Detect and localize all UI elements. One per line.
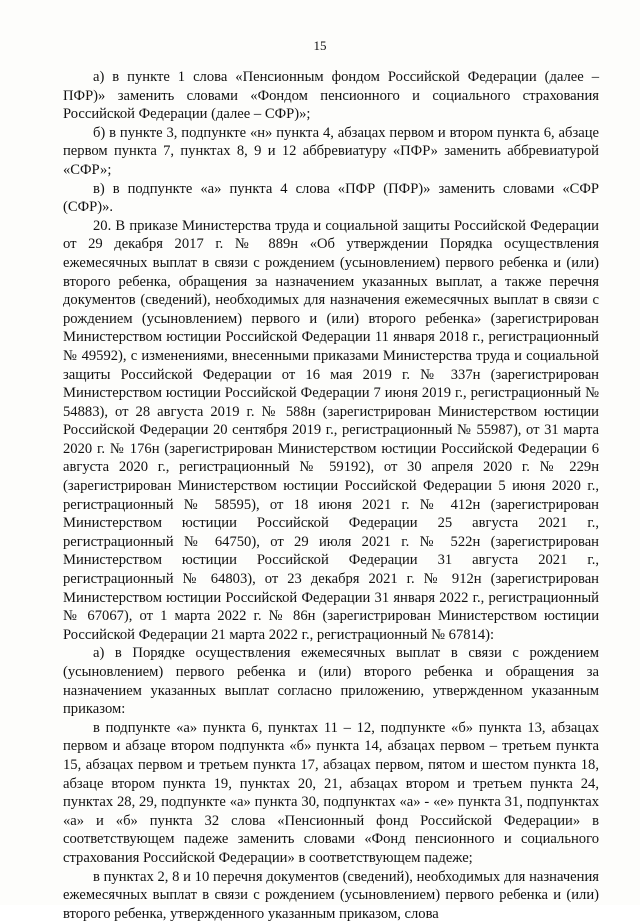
paragraph-subitem-a: а) в Порядке осуществления ежемесячных выплат в связи с рождением (усыновлением) первого ребенка и (или) второго ребенка и обращения за назначением указанных выплат согласно приложению, утвержденном указанным приказом: xyxy=(63,645,599,718)
paragraph-item-a: а) в пункте 1 слова «Пенсионным фондом Российской Федерации (далее – ПФР)» заменить словами «Фондом пенсионного и социального страхования Российской Федерации (далее – СФР)»; xyxy=(63,69,599,123)
paragraph-replacements: в подпункте «а» пункта 6, пунктах 11 – 12, подпункте «б» пункта 13, абзацах первом и абзаце втором подпункта «б» пункта 14, абзацах первом – третьем пункта 15, абзацах первом и третьем пункта 17, абзацах первом, пятом и шестом пункта 18, абзаце втором пункта 19, пунктах 20, 21, абзацах втором и третьем пункта 24, пунктах 28, 29, подпункте «а» пункта 30, подпунктах «а» - «е» пункта 31, подпунктах «а» и «б» пункта 32 слова «Пенсионный фонд Российской Федерации» в соответствующем падеже заменить словами «Фонд пенсионного и социального страхования Российской Федерации» в соответствующем падеже; xyxy=(63,719,599,866)
paragraph-section-20: 20. В приказе Министерства труда и социальной защиты Российской Федерации от 29 декабря 2017 г. № 889н «Об утверждении Порядка осуществления ежемесячных выплат в связи с рождением (усыновлением) первого ребенка и (или) второго ребенка, обращения за назначением указанных выплат, а также перечня документов (сведений), необходимых для назначения ежемесячных выплат в связи с рождением (усыновлением) первого и (или) второго ребенка» (зарегистрирован Министерством юстиции Российской Федерации 11 января 2018 г., регистрационный № 49592), с изменениями, внесенными приказами Министерства труда и социальной защиты Российской Федерации от 16 мая 2019 г. № 337н (зарегистрирован Министерством юстиции Российской Федерации 7 июня 2019 г., регистрационный № 54883), от 28 августа 2019 г. № 588н (зарегистрирован Министерством юстиции Российской Федерации 20 сентября 2019 г., регистрационный № 55987), от 31 марта 2020 г. № 176н (зарегистрирован Министерством юстиции Российской Федерации 6 августа 2020 г., регистрационный № 59192), от 30 апреля 2020 г. № 229н (зарегистрирован Министерством юстиции Российской Федерации 5 июня 2020 г., регистрационный № 58595), от 18 июня 2021 г. № 412н (зарегистрирован Министерством юстиции Российской Федерации 25 августа 2021 г., регистрационный № 64750), от 29 июля 2021 г. № 522н (зарегистрирован Министерством юстиции Российской Федерации 31 августа 2021 г., регистрационный № 64803), от 23 декабря 2021 г. № 912н (зарегистрирован Министерством юстиции Российской Федерации 31 января 2022 г., регистрационный № 67067), от 1 марта 2022 г. № 86н (зарегистрирован Министерством юстиции Российской Федерации 21 марта 2022 г., регистрационный № 67814): xyxy=(63,217,599,643)
paragraph-item-b: б) в пункте 3, подпункте «н» пункта 4, абзацах первом и втором пункта 6, абзаце первом пункта 7, пунктах 8, 9 и 12 аббревиатуру «ПФР» заменить аббревиатурой «СФР»; xyxy=(63,124,599,178)
paragraph-documents-list: в пунктах 2, 8 и 10 перечня документов (сведений), необходимых для назначения ежемесячных выплат в связи с рождением (усыновлением) первого ребенка и (или) второго ребенка, утвержденного указанным приказом, слова xyxy=(63,868,599,922)
paragraph-item-v: в) в подпункте «а» пункта 4 слова «ПФР (ПФР)» заменить словами «СФР (СФР)». xyxy=(63,180,599,216)
document-body xyxy=(63,68,599,923)
page-number: 15 xyxy=(313,38,327,53)
